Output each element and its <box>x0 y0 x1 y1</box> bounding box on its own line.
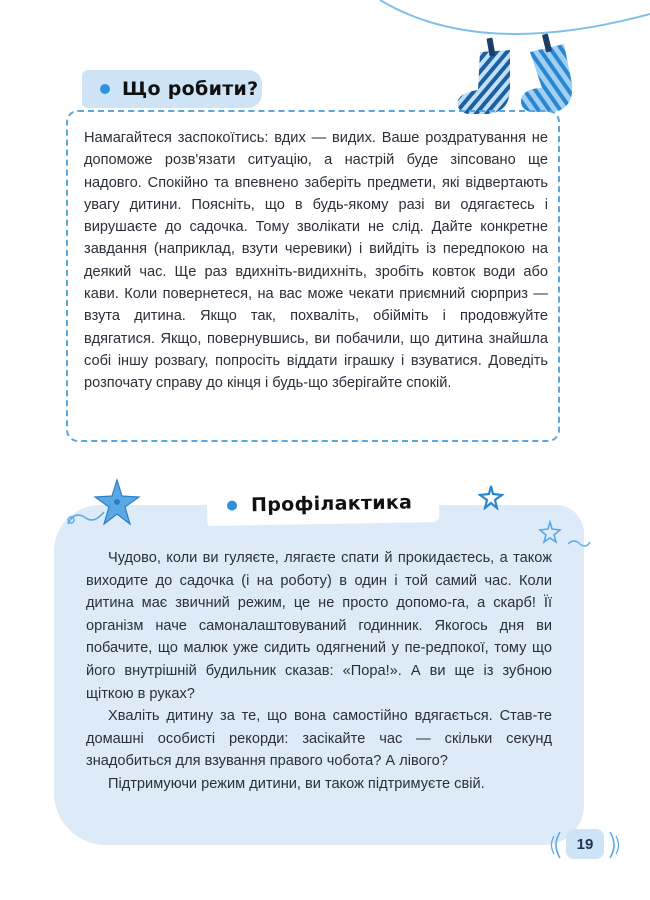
text-line: ще надовго. Спокійно та впевнено заберіть предмети, які відвер <box>84 152 548 191</box>
bullet-icon <box>100 84 110 94</box>
advice-paragraph <box>84 127 548 395</box>
page-number: 19 <box>566 829 604 859</box>
bullet-icon <box>227 501 237 511</box>
text-line: Доведіть розпочату справу до кінця і будь-що зберігайте спокій. <box>84 352 548 392</box>
section-heading-what-to-do <box>82 70 262 108</box>
section-heading-prevention <box>207 482 440 526</box>
striped-sock-icon <box>458 38 510 114</box>
prevention-paragraph: Чудово, коли ви гуляєте, лягаєте спати й прокидаєтесь, а також виходите до садочка (і на роботу) в один і той самий час. Коли дитина має звичний режим, це не просто допомо-га, а скарб! Її організм наче самоналаштовуваний годинник. Якогось дня ви побачите, що малюк уже сидить одягнений у пе-редпокої, тому що його внутрішній будильник сказав: «Пора!». А ви ще із зубною щіткою в руках? <box>86 550 552 702</box>
text-line: приз — взута дитина. Якщо так, похваліть, обійміть і продовжуйте <box>84 286 548 325</box>
text-line: і вирушаєте до садочка. Тому зволікати не слід. Дайте конкретне <box>84 196 548 236</box>
text-line: кави. Коли повернетеся, на вас може чекати приємний сюр <box>84 286 498 303</box>
text-line: Намагайтеся заспокоїтись: вдих — видих. Ваше роздратуван <box>84 130 511 146</box>
text-line: тають увагу дитини. Поясніть, що в будь-якому разі ви одягаєтесь <box>84 174 548 213</box>
text-line: вдягатися. Якщо, повернувшись, ви побачили, що дитина зна <box>84 330 512 347</box>
text-line: завдання (наприклад, взути черевики) і вийдіть із передпокою на <box>84 241 548 258</box>
heading-label: Профілактика <box>250 491 413 517</box>
striped-sock-icon <box>521 34 572 112</box>
prevention-paragraph: Підтримуючи режим дитини, ви також підтримуєте свій. <box>108 775 485 792</box>
heading-label: Що робити? <box>122 78 259 100</box>
advice-text <box>84 127 548 395</box>
text-line: деякий час. Ще раз вдихніть-видихніть, зробіть ковток води або <box>84 263 548 280</box>
prevention-text <box>86 547 552 796</box>
text-line: йшла собі іншу розвагу, попросіть віддати іграшку і взуватися. <box>84 330 548 369</box>
text-line: ня не допоможе розв'язати ситуацію, а настрій буде зіпсовано <box>84 130 548 169</box>
prevention-paragraph: Хваліть дитину за те, що вона самостійно вдягається. Став-те домашні особисті рекорди: засікайте час — скільки секунд знадобиться для взування правого чобота? А лівого? <box>86 708 552 770</box>
